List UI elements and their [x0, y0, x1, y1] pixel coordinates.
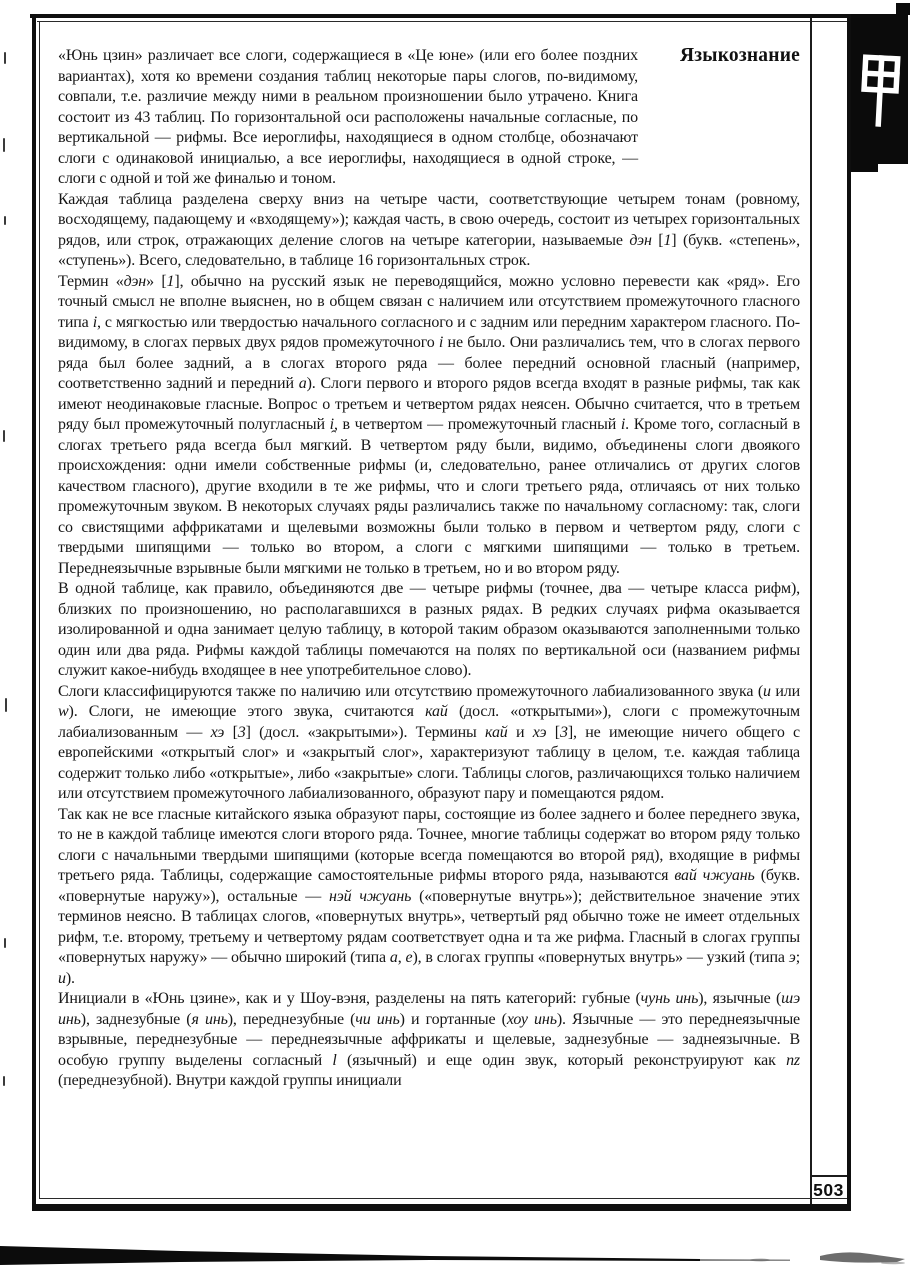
running-head: Языкознание	[679, 45, 800, 66]
page-number: 503	[813, 1179, 844, 1200]
tab-bottom-step	[851, 164, 878, 172]
paragraph: Инициали в «Юнь цзине», как и у Шоу-вэня, разделены на пять категорий: губные (чунь инь), язычные (шэ инь), заднезубные (я инь), переднезубные (чи инь) и гортанные (хоу инь). Язычные — это переднеязычные взрывные, переднезубные — переднеязычные аффрикаты и щелевые, заднезубные — заднеязычные. В особую группу выделены согласный l (язычный) и еще один звук, который реконструируют как nz (переднезубной). Внутри каждой группы инициали	[58, 990, 800, 1089]
scan-gutter-shadow	[0, 1240, 913, 1269]
page-inner-rule-left	[39, 21, 40, 1199]
margin-column-rule	[810, 18, 812, 1204]
page-number-box	[810, 1176, 847, 1204]
paragraph: Так как не все гласные китайского языка образуют пары, состоящие из более заднего и более переднего звука, то не в каждой таблице имеются слоги второго ряда. Точнее, многие таблицы содержат во втором ряду только слоги с начальными твердыми шипящими (которые всегда помещаются во второй ряд), входящие в рифмы третьего ряда. Таблицы, содержащие самостоятельные рифмы второго ряда, называются вай чжуань (букв. «повернутые наружу»), остальные — нэй чжуань («повернутые внутрь»); действительное значение этих терминов неясно. В таблицах слогов, «повернутых внутрь», четвертый ряд обычно тоже не имеет отдельных рифм, т.е. второму, третьему и четвертому рядам соответствует одна и та же рифма. Гласный в слогах группы «повернутых наружу» — обычно широкий (типа a, e), в слогах группы «повернутых внутрь» — узкий (типа э; u).	[58, 805, 800, 987]
paragraph: Термин «дэн» [1], обычно на русский язык не переводящийся, можно условно перевести как «ряд». Его точный смысл не вполне выяснен, но в общем связан с наличием или отсутствием промежуточного гласного типа i, с мягкостью или твердостью начального согласного и с задним или передним характером гласного. По-видимому, в слогах первых двух рядов промежуточного i не было. Они различались тем, что в слогах первого ряда был более задний, а в слогах второго ряда — более передний основной гласный (например, соответственно задний и передний a). Слоги первого и второго рядов всегда входят в разные рифмы, так как имеют неодинаковые гласные. Вопрос о третьем и четвертом рядах неясен. Обычно считается, что в третьем ряду был промежуточный полугласный i̯, в четвертом — промежуточный гласный i. Кроме того, согласный в слогах третьего ряда всегда был мягкий. В четвертом ряду были, видимо, объединены слоги двоякого происхождения: одни имели собственные рифмы (и, следовательно, ранее отличались от других слогов качеством гласного), другие входили в те же рифмы, что и слоги третьего ряда, отличаясь от них только промежуточным звуком. В некоторых случаях ряды различались также по начальному согласному: так, слоги со свистящими аффрикатами и щелевыми возможны были только в первом и четвертом ряду, слоги с твердыми шипящими — только во втором, а слоги с мягкими шипящими — только в третьем. Переднеязычные взрывные были мягкими не только в третьем, но и во втором ряду.	[58, 272, 800, 577]
page-border-top	[30, 14, 851, 18]
tab-corner-nub	[896, 3, 910, 15]
paragraph: «Юнь цзин» различает все слоги, содержащиеся в «Це юне» (или его более поздних вариантах), хотя ко времени создания таблиц некоторые пары слогов, по-видимому, совпали, т.е. различие между ними в реальном произношении было утрачено. Книга состоит из 43 таблиц. По горизонтальной оси расположены начальные согласные, по вертикальной — рифмы. Все иероглифы, находящиеся в одном столбце, обозначают слоги с одинаковой инициалью, а все иероглифы, находящиеся в одной строке, — слоги с одной и той же финалью и тоном.	[58, 47, 638, 187]
scan-artifact	[4, 52, 6, 64]
page-border-right	[847, 14, 851, 1211]
text-column	[58, 46, 800, 1092]
running-head-block	[638, 46, 800, 168]
page-border-bottom	[32, 1204, 851, 1211]
thumb-index-tab	[851, 14, 908, 164]
scan-artifact	[3, 138, 5, 152]
paragraph: Каждая таблица разделена сверху вниз на четыре части, соответствующие четырем тонам (ровному, восходящему, падающему и «входящему»); каждая часть, в свою очередь, состоит из четырех горизонтальных рядов, или строк, отражающих деление слогов на четыре категории, называемые дэн [1] (букв. «степень», «ступень»). Всего, следовательно, в таблице 16 горизонтальных строк.	[58, 190, 800, 269]
scan-artifact	[3, 430, 5, 442]
paragraph: Слоги классифицируются также по наличию или отсутствию промежуточного лабиализованного звука (u или w). Слоги, не имеющие этого звука, считаются кай (досл. «открытыми»), слоги с промежуточным лабиализованным — хэ [3] (досл. «закрытыми»). Термины кай и хэ [3], не имеющие ничего общего с европейскими «открытый слог» и «закрытый слог», характеризуют таблицу в целом, т.е. каждая таблица содержит только либо «открытые», либо «закрытые» слоги. Таблицы слогов, различающихся только наличием или отсутствием промежуточного лабиализованного, образуют пару и помещаются рядом.	[58, 682, 801, 802]
scan-artifact	[4, 216, 6, 225]
paragraph: В одной таблице, как правило, объединяются две — четыре рифмы (точнее, два — четыре класса рифм), близких по произношению, но располагавшихся в разных рядах. В редких случаях рифма оказывается изолированной и одна занимает целую таблицу, в которой таким образом оказываются заполненными только один или два ряда. Рифмы каждой таблицы помечаются на полях по вертикальной оси (названием рифмы служит какое-нибудь входящее в нее употребительное слово).	[58, 580, 800, 679]
scan-artifact	[4, 938, 6, 948]
page-inner-rule-top	[37, 21, 847, 22]
scan-artifact	[5, 698, 7, 712]
page-border-left	[32, 14, 36, 1211]
scan-artifact	[3, 1076, 5, 1086]
page-inner-rule-bottom	[39, 1198, 847, 1199]
chinese-character-jia-icon	[856, 51, 904, 131]
